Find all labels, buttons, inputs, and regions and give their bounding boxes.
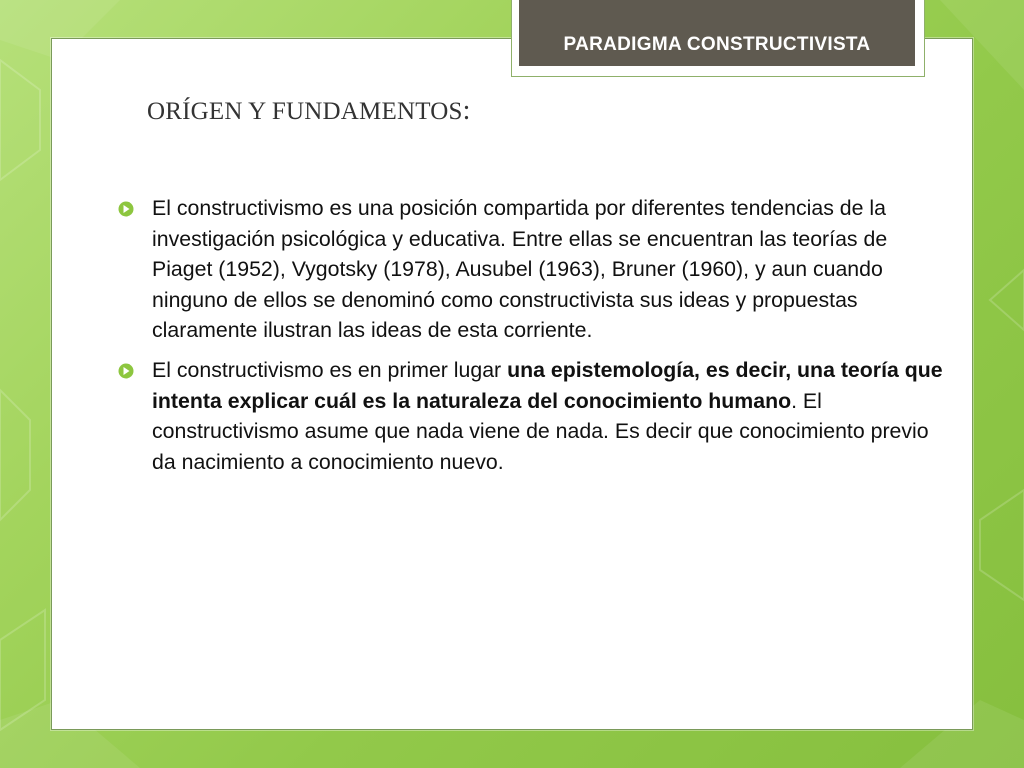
circle-arrow-right-icon [118, 201, 134, 217]
slide-tab-title: PARADIGMA CONSTRUCTIVISTA [563, 34, 871, 55]
bullet-list [118, 193, 948, 486]
slide-heading-colon: : [462, 95, 471, 126]
bullet-text-2-before: El constructivismo es en primer lugar [152, 357, 508, 382]
title-tab [519, 0, 915, 66]
bullet-item-1 [118, 193, 948, 346]
slide-heading-text: ORÍGEN Y FUNDAMENTOS [147, 98, 463, 125]
bullet-text-2-bold: una epistemología, es decir, una teoría que intenta explicar cuál es la naturaleza del conocimiento humano [152, 357, 943, 413]
bullet-text-2-after: . El constructivismo asume que nada viene de nada. Es decir que conocimiento previo da nacimiento a conocimiento nuevo. [152, 388, 929, 474]
bullet-item-2 [118, 355, 948, 477]
bullet-text-1: El constructivismo es una posición compartida por diferentes tendencias de la investigación psicológica y educativa. Entre ellas se encuentran las teorías de Piaget (1952), Vygotsky (1978), Ausubel (1963), Bruner (1960), y aun cuando ninguno de ellos se denominó como constructivista sus ideas y propuestas claramente ilustran las ideas de esta corriente. [152, 196, 888, 343]
slide-heading [147, 95, 471, 127]
circle-arrow-right-icon [118, 363, 134, 379]
